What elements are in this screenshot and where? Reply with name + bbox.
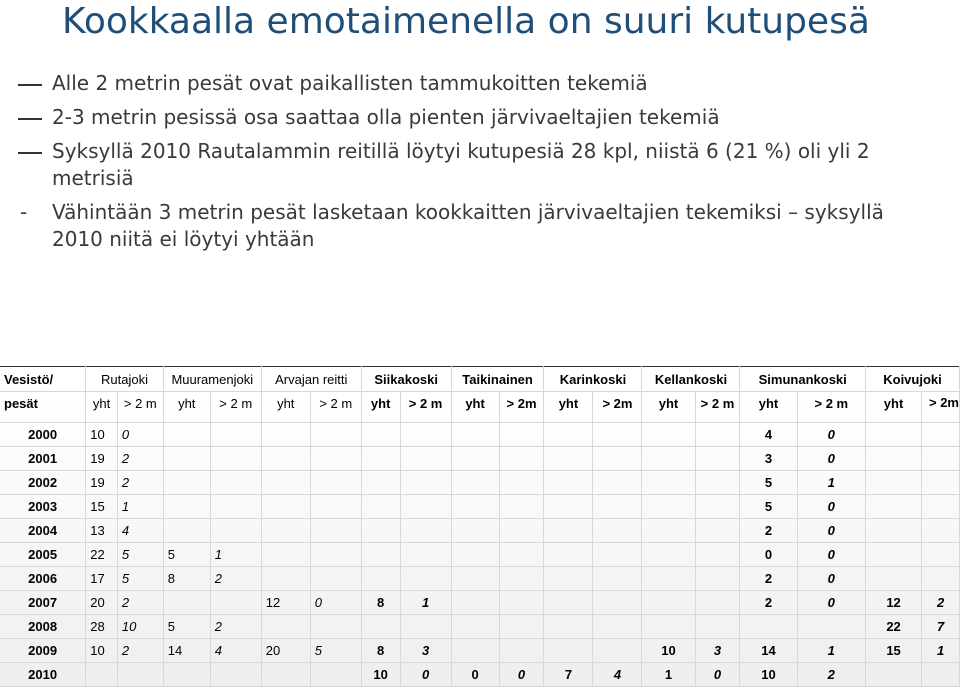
table-row	[0, 423, 960, 447]
river-header: Arvajan reitti	[261, 367, 361, 392]
table-cell	[922, 663, 960, 687]
bullet-item	[18, 70, 918, 97]
table-cell	[163, 495, 210, 519]
table-cell: 5	[740, 495, 797, 519]
table-cell: 0	[797, 519, 865, 543]
table-cell: 0	[797, 567, 865, 591]
table-cell	[695, 447, 740, 471]
table-cell	[499, 639, 544, 663]
table-cell	[163, 591, 210, 615]
table-cell: 8	[361, 591, 400, 615]
table-cell	[865, 543, 921, 567]
table-cell	[361, 615, 400, 639]
table-cell: 0	[797, 495, 865, 519]
table-cell	[499, 519, 544, 543]
river-header: Simunankoski	[740, 367, 866, 392]
year-cell: 2006	[0, 567, 86, 591]
river-header: Karinkoski	[544, 367, 642, 392]
bullet-text: 2-3 metrin pesissä osa saattaa olla pienten järvivaeltajien tekemiä	[52, 105, 720, 129]
table-cell	[922, 447, 960, 471]
table-cell	[593, 543, 642, 567]
table-cell: 0	[797, 591, 865, 615]
header-row	[0, 367, 960, 392]
table-cell	[310, 495, 361, 519]
river-header: Taikinainen	[451, 367, 544, 392]
table-cell: 2	[740, 567, 797, 591]
corner-header: Vesistö/	[0, 367, 86, 392]
table-cell: 0	[797, 447, 865, 471]
table-row	[0, 495, 960, 519]
table-cell: 1	[117, 495, 163, 519]
table-cell: 10	[86, 423, 118, 447]
table-cell	[865, 471, 921, 495]
table-cell	[261, 615, 310, 639]
table-cell: 15	[86, 495, 118, 519]
table-cell	[261, 423, 310, 447]
column-subheader: > 2 m	[310, 392, 361, 423]
table-cell	[400, 567, 451, 591]
table-cell	[593, 567, 642, 591]
table-cell	[261, 447, 310, 471]
table-cell	[544, 471, 593, 495]
year-cell: 2005	[0, 543, 86, 567]
table-cell	[544, 423, 593, 447]
table-cell	[451, 615, 499, 639]
table-cell: 7	[544, 663, 593, 687]
table-cell	[695, 543, 740, 567]
bullet-text: Vähintään 3 metrin pesät lasketaan kookkaitten järvivaeltajien tekemiksi – syksyllä 2010 niitä ei löytyi yhtään	[52, 200, 884, 251]
table-cell: 5	[117, 543, 163, 567]
table-cell	[593, 423, 642, 447]
table-row	[0, 447, 960, 471]
dash-icon	[18, 152, 42, 154]
bullet-item	[18, 104, 918, 131]
table-cell: 5	[163, 615, 210, 639]
table-cell	[740, 615, 797, 639]
column-subheader: yht	[642, 392, 695, 423]
table-cell	[593, 591, 642, 615]
table-cell: 10	[642, 639, 695, 663]
year-cell: 2009	[0, 639, 86, 663]
table-cell: 3	[740, 447, 797, 471]
column-subheader: > 2m	[922, 392, 960, 423]
table-cell: 5	[310, 639, 361, 663]
table-row	[0, 567, 960, 591]
table-cell	[261, 471, 310, 495]
table-cell	[361, 567, 400, 591]
table-cell	[865, 495, 921, 519]
table-cell: 10	[86, 639, 118, 663]
table-cell	[361, 543, 400, 567]
table-cell	[451, 519, 499, 543]
river-header: Kellankoski	[642, 367, 740, 392]
table-cell	[695, 423, 740, 447]
table-cell	[163, 471, 210, 495]
table-row	[0, 471, 960, 495]
table-cell	[797, 615, 865, 639]
table-cell	[163, 447, 210, 471]
table-cell	[451, 423, 499, 447]
column-subheader: > 2m	[593, 392, 642, 423]
table-cell: 12	[865, 591, 921, 615]
table-row	[0, 591, 960, 615]
column-subheader: yht	[163, 392, 210, 423]
table-cell	[310, 663, 361, 687]
year-cell: 2004	[0, 519, 86, 543]
table-row	[0, 663, 960, 687]
table-cell	[642, 495, 695, 519]
table-cell: 1	[642, 663, 695, 687]
slide-title: Kookkaalla emotaimenella on suuri kutupesä	[62, 1, 870, 42]
table-cell	[695, 471, 740, 495]
table-cell: 2	[210, 567, 261, 591]
table-row	[0, 543, 960, 567]
table-cell	[865, 447, 921, 471]
table-cell	[210, 447, 261, 471]
table-cell: 19	[86, 447, 118, 471]
table-cell	[499, 495, 544, 519]
table-cell	[310, 471, 361, 495]
table-cell	[593, 639, 642, 663]
dash-icon	[18, 118, 42, 120]
table-cell: 0	[310, 591, 361, 615]
column-subheader: > 2 m	[117, 392, 163, 423]
table-cell	[210, 663, 261, 687]
table-cell: 8	[163, 567, 210, 591]
table-cell	[261, 519, 310, 543]
table-cell	[593, 447, 642, 471]
column-subheader: > 2 m	[695, 392, 740, 423]
table-cell	[400, 615, 451, 639]
table-cell: 13	[86, 519, 118, 543]
table-cell	[593, 519, 642, 543]
table-cell	[642, 471, 695, 495]
table-cell: 0	[695, 663, 740, 687]
table-cell	[642, 423, 695, 447]
year-cell: 2002	[0, 471, 86, 495]
table-cell	[261, 663, 310, 687]
table-cell: 2	[117, 591, 163, 615]
table-cell: 2	[922, 591, 960, 615]
table-cell: 10	[740, 663, 797, 687]
table-cell: 22	[865, 615, 921, 639]
table-cell: 1	[797, 639, 865, 663]
table-cell: 1	[400, 591, 451, 615]
table-cell	[451, 639, 499, 663]
table-cell: 5	[163, 543, 210, 567]
column-subheader: yht	[865, 392, 921, 423]
table-cell: 12	[261, 591, 310, 615]
table-cell: 0	[797, 423, 865, 447]
table-cell: 28	[86, 615, 118, 639]
column-subheader: > 2 m	[797, 392, 865, 423]
table-cell	[451, 495, 499, 519]
table-cell	[310, 567, 361, 591]
corner-subheader: pesät	[0, 392, 86, 423]
table-cell	[695, 519, 740, 543]
table-cell	[922, 519, 960, 543]
table-cell	[400, 543, 451, 567]
table-cell: 3	[400, 639, 451, 663]
table-cell	[642, 543, 695, 567]
subheader-row	[0, 392, 960, 423]
table-cell: 1	[210, 543, 261, 567]
table-cell: 2	[797, 663, 865, 687]
column-subheader: yht	[544, 392, 593, 423]
table-cell	[593, 615, 642, 639]
dash-icon	[18, 84, 42, 86]
table-cell: 20	[86, 591, 118, 615]
table-cell: 5	[117, 567, 163, 591]
table-cell	[593, 495, 642, 519]
table-cell: 2	[740, 519, 797, 543]
table-cell	[544, 639, 593, 663]
table-cell: 0	[400, 663, 451, 687]
table-cell	[499, 447, 544, 471]
nest-count-table	[0, 366, 960, 687]
table-cell	[451, 543, 499, 567]
table-cell	[642, 591, 695, 615]
table-cell: 2	[117, 639, 163, 663]
column-subheader: yht	[86, 392, 118, 423]
table-cell	[544, 495, 593, 519]
table-cell: 20	[261, 639, 310, 663]
table-row	[0, 519, 960, 543]
table-cell	[400, 471, 451, 495]
year-cell: 2003	[0, 495, 86, 519]
table-cell	[310, 447, 361, 471]
table-cell: 2	[740, 591, 797, 615]
table-cell	[544, 567, 593, 591]
table-cell	[310, 615, 361, 639]
table-cell	[544, 543, 593, 567]
table-cell: 14	[163, 639, 210, 663]
table-cell	[163, 519, 210, 543]
table-cell	[400, 423, 451, 447]
river-header: Rutajoki	[86, 367, 164, 392]
year-cell: 2001	[0, 447, 86, 471]
table-cell	[210, 423, 261, 447]
table-cell: 0	[797, 543, 865, 567]
table-cell	[210, 495, 261, 519]
table-cell	[922, 471, 960, 495]
river-header: Siikakoski	[361, 367, 451, 392]
table-cell	[544, 519, 593, 543]
table-cell	[261, 495, 310, 519]
table-cell	[544, 615, 593, 639]
table-cell: 3	[695, 639, 740, 663]
table-cell	[695, 495, 740, 519]
table-cell	[210, 519, 261, 543]
table-cell	[400, 495, 451, 519]
table-cell: 22	[86, 543, 118, 567]
table-cell	[361, 495, 400, 519]
bullet-item	[18, 199, 918, 253]
table-cell	[642, 447, 695, 471]
table-cell	[361, 519, 400, 543]
table-cell	[642, 519, 695, 543]
table-cell	[865, 567, 921, 591]
table-cell	[922, 567, 960, 591]
table-cell: 2	[117, 471, 163, 495]
column-subheader: yht	[740, 392, 797, 423]
table-cell	[361, 447, 400, 471]
table-cell: 19	[86, 471, 118, 495]
table-cell	[544, 447, 593, 471]
table-cell	[86, 663, 118, 687]
table-cell	[865, 423, 921, 447]
table-cell	[451, 567, 499, 591]
column-subheader: yht	[361, 392, 400, 423]
table-cell	[865, 519, 921, 543]
table-cell	[695, 615, 740, 639]
year-cell: 2010	[0, 663, 86, 687]
table-cell	[310, 519, 361, 543]
bullet-text: Alle 2 metrin pesät ovat paikallisten tammukoitten tekemiä	[52, 71, 648, 95]
table-cell	[210, 471, 261, 495]
table-cell	[261, 543, 310, 567]
table-cell	[451, 471, 499, 495]
table-cell	[310, 423, 361, 447]
table-cell	[922, 495, 960, 519]
table-cell	[163, 423, 210, 447]
table-cell	[361, 423, 400, 447]
table-cell	[117, 663, 163, 687]
year-cell: 2008	[0, 615, 86, 639]
table-cell	[499, 591, 544, 615]
river-header: Muuramenjoki	[163, 367, 261, 392]
table-cell: 1	[922, 639, 960, 663]
table-cell: 7	[922, 615, 960, 639]
table-cell: 15	[865, 639, 921, 663]
table-cell: 0	[117, 423, 163, 447]
table-cell	[400, 447, 451, 471]
table-cell: 4	[117, 519, 163, 543]
table-cell	[163, 663, 210, 687]
table-cell	[261, 567, 310, 591]
table-cell: 0	[451, 663, 499, 687]
table-cell	[451, 591, 499, 615]
table-cell	[210, 591, 261, 615]
bullet-list	[18, 70, 918, 260]
column-subheader: > 2 m	[210, 392, 261, 423]
table-cell	[499, 471, 544, 495]
table-row	[0, 615, 960, 639]
table-cell	[922, 423, 960, 447]
table-cell	[642, 567, 695, 591]
year-cell: 2007	[0, 591, 86, 615]
column-subheader: yht	[451, 392, 499, 423]
bullet-marker: -	[20, 200, 28, 224]
table-cell: 2	[210, 615, 261, 639]
table-cell	[695, 567, 740, 591]
table-cell	[544, 591, 593, 615]
table-cell: 17	[86, 567, 118, 591]
bullet-text: Syksyllä 2010 Rautalammin reitillä löytyi kutupesiä 28 kpl, niistä 6 (21 %) oli yli 2 metrisiä	[52, 139, 870, 190]
table-cell	[499, 615, 544, 639]
table-cell: 0	[499, 663, 544, 687]
table-cell	[451, 447, 499, 471]
table-cell	[400, 519, 451, 543]
table-cell: 10	[361, 663, 400, 687]
table-cell	[499, 543, 544, 567]
table-cell: 1	[797, 471, 865, 495]
river-header: Koivujoki	[865, 367, 959, 392]
table-cell: 4	[740, 423, 797, 447]
table-cell	[695, 591, 740, 615]
table-row	[0, 639, 960, 663]
column-subheader: > 2m	[499, 392, 544, 423]
table-cell: 4	[593, 663, 642, 687]
table-cell	[361, 471, 400, 495]
table-cell: 8	[361, 639, 400, 663]
column-subheader: > 2 m	[400, 392, 451, 423]
table-cell	[865, 663, 921, 687]
table-cell	[499, 567, 544, 591]
year-cell: 2000	[0, 423, 86, 447]
table-cell: 14	[740, 639, 797, 663]
table-cell: 5	[740, 471, 797, 495]
table-cell	[922, 543, 960, 567]
table-cell: 10	[117, 615, 163, 639]
table-cell: 4	[210, 639, 261, 663]
table-cell: 0	[740, 543, 797, 567]
table-cell	[310, 543, 361, 567]
table-cell: 2	[117, 447, 163, 471]
table-cell	[593, 471, 642, 495]
bullet-item	[18, 138, 918, 192]
column-subheader: yht	[261, 392, 310, 423]
table-cell	[642, 615, 695, 639]
table-cell	[499, 423, 544, 447]
